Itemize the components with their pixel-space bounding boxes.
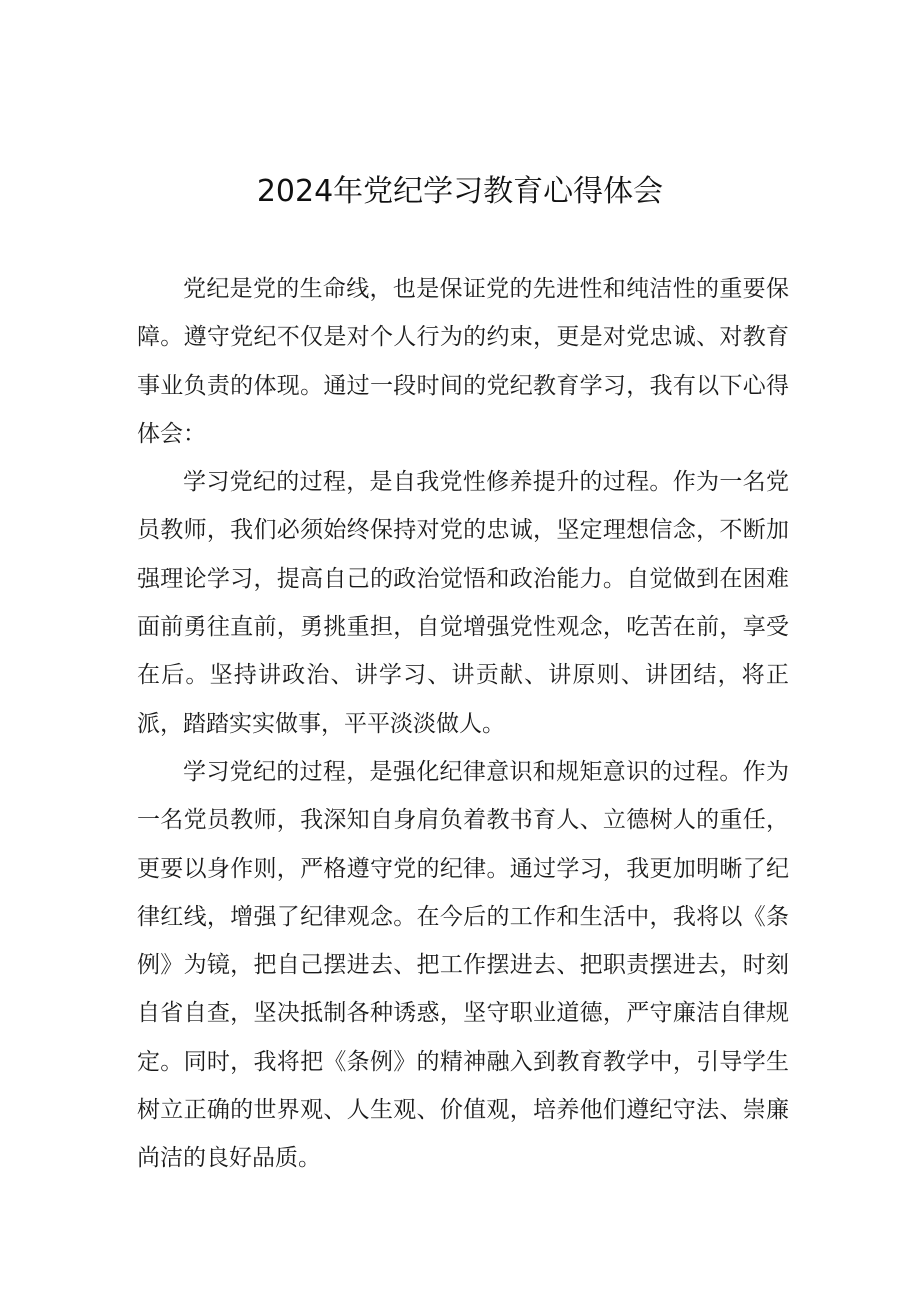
paragraph: 学习党纪的过程，是自我党性修养提升的过程。作为一名党员教师，我们必须始终保持对党的忠诚，坚定理想信念，不断加强理论学习，提高自己的政治觉悟和政治能力。自觉做到在困难面前勇往直前，勇挑重担，自觉增强党性观念，吃苦在前，享受在后。坚持讲政治、讲学习、讲贡献、讲原则、讲团结，将正派，踏踏实实做事，平平淡淡做人。 [137,469,789,737]
paragraph: 党纪是党的生命线，也是保证党的先进性和纯洁性的重要保障。遵守党纪不仅是对个人行为的约束，更是对党忠诚、对教育事业负责的体现。通过一段时间的党纪教育学习，我有以下心得体会： [137,276,789,447]
page-title: 2024年党纪学习教育心得体会 [256,174,664,209]
document-body [137,265,789,1183]
paragraph: 学习党纪的过程，是强化纪律意识和规矩意识的过程。作为一名党员教师，我深知自身肩负着教书育人、立德树人的重任，更要以身作则，严格遵守党的纪律。通过学习，我更加明晰了纪律红线，增强了纪律观念。在今后的工作和生活中，我将以《条例》为镜，把自己摆进去、把工作摆进去、把职责摆进去，时刻自省自查，坚决抵制各种诱惑，坚守职业道德，严守廉洁自律规定。同时，我将把《条例》的精神融入到教育教学中，引导学生树立正确的世界观、人生观、价值观，培养他们遵纪守法、崇廉尚洁的良好品质。 [137,758,789,1172]
